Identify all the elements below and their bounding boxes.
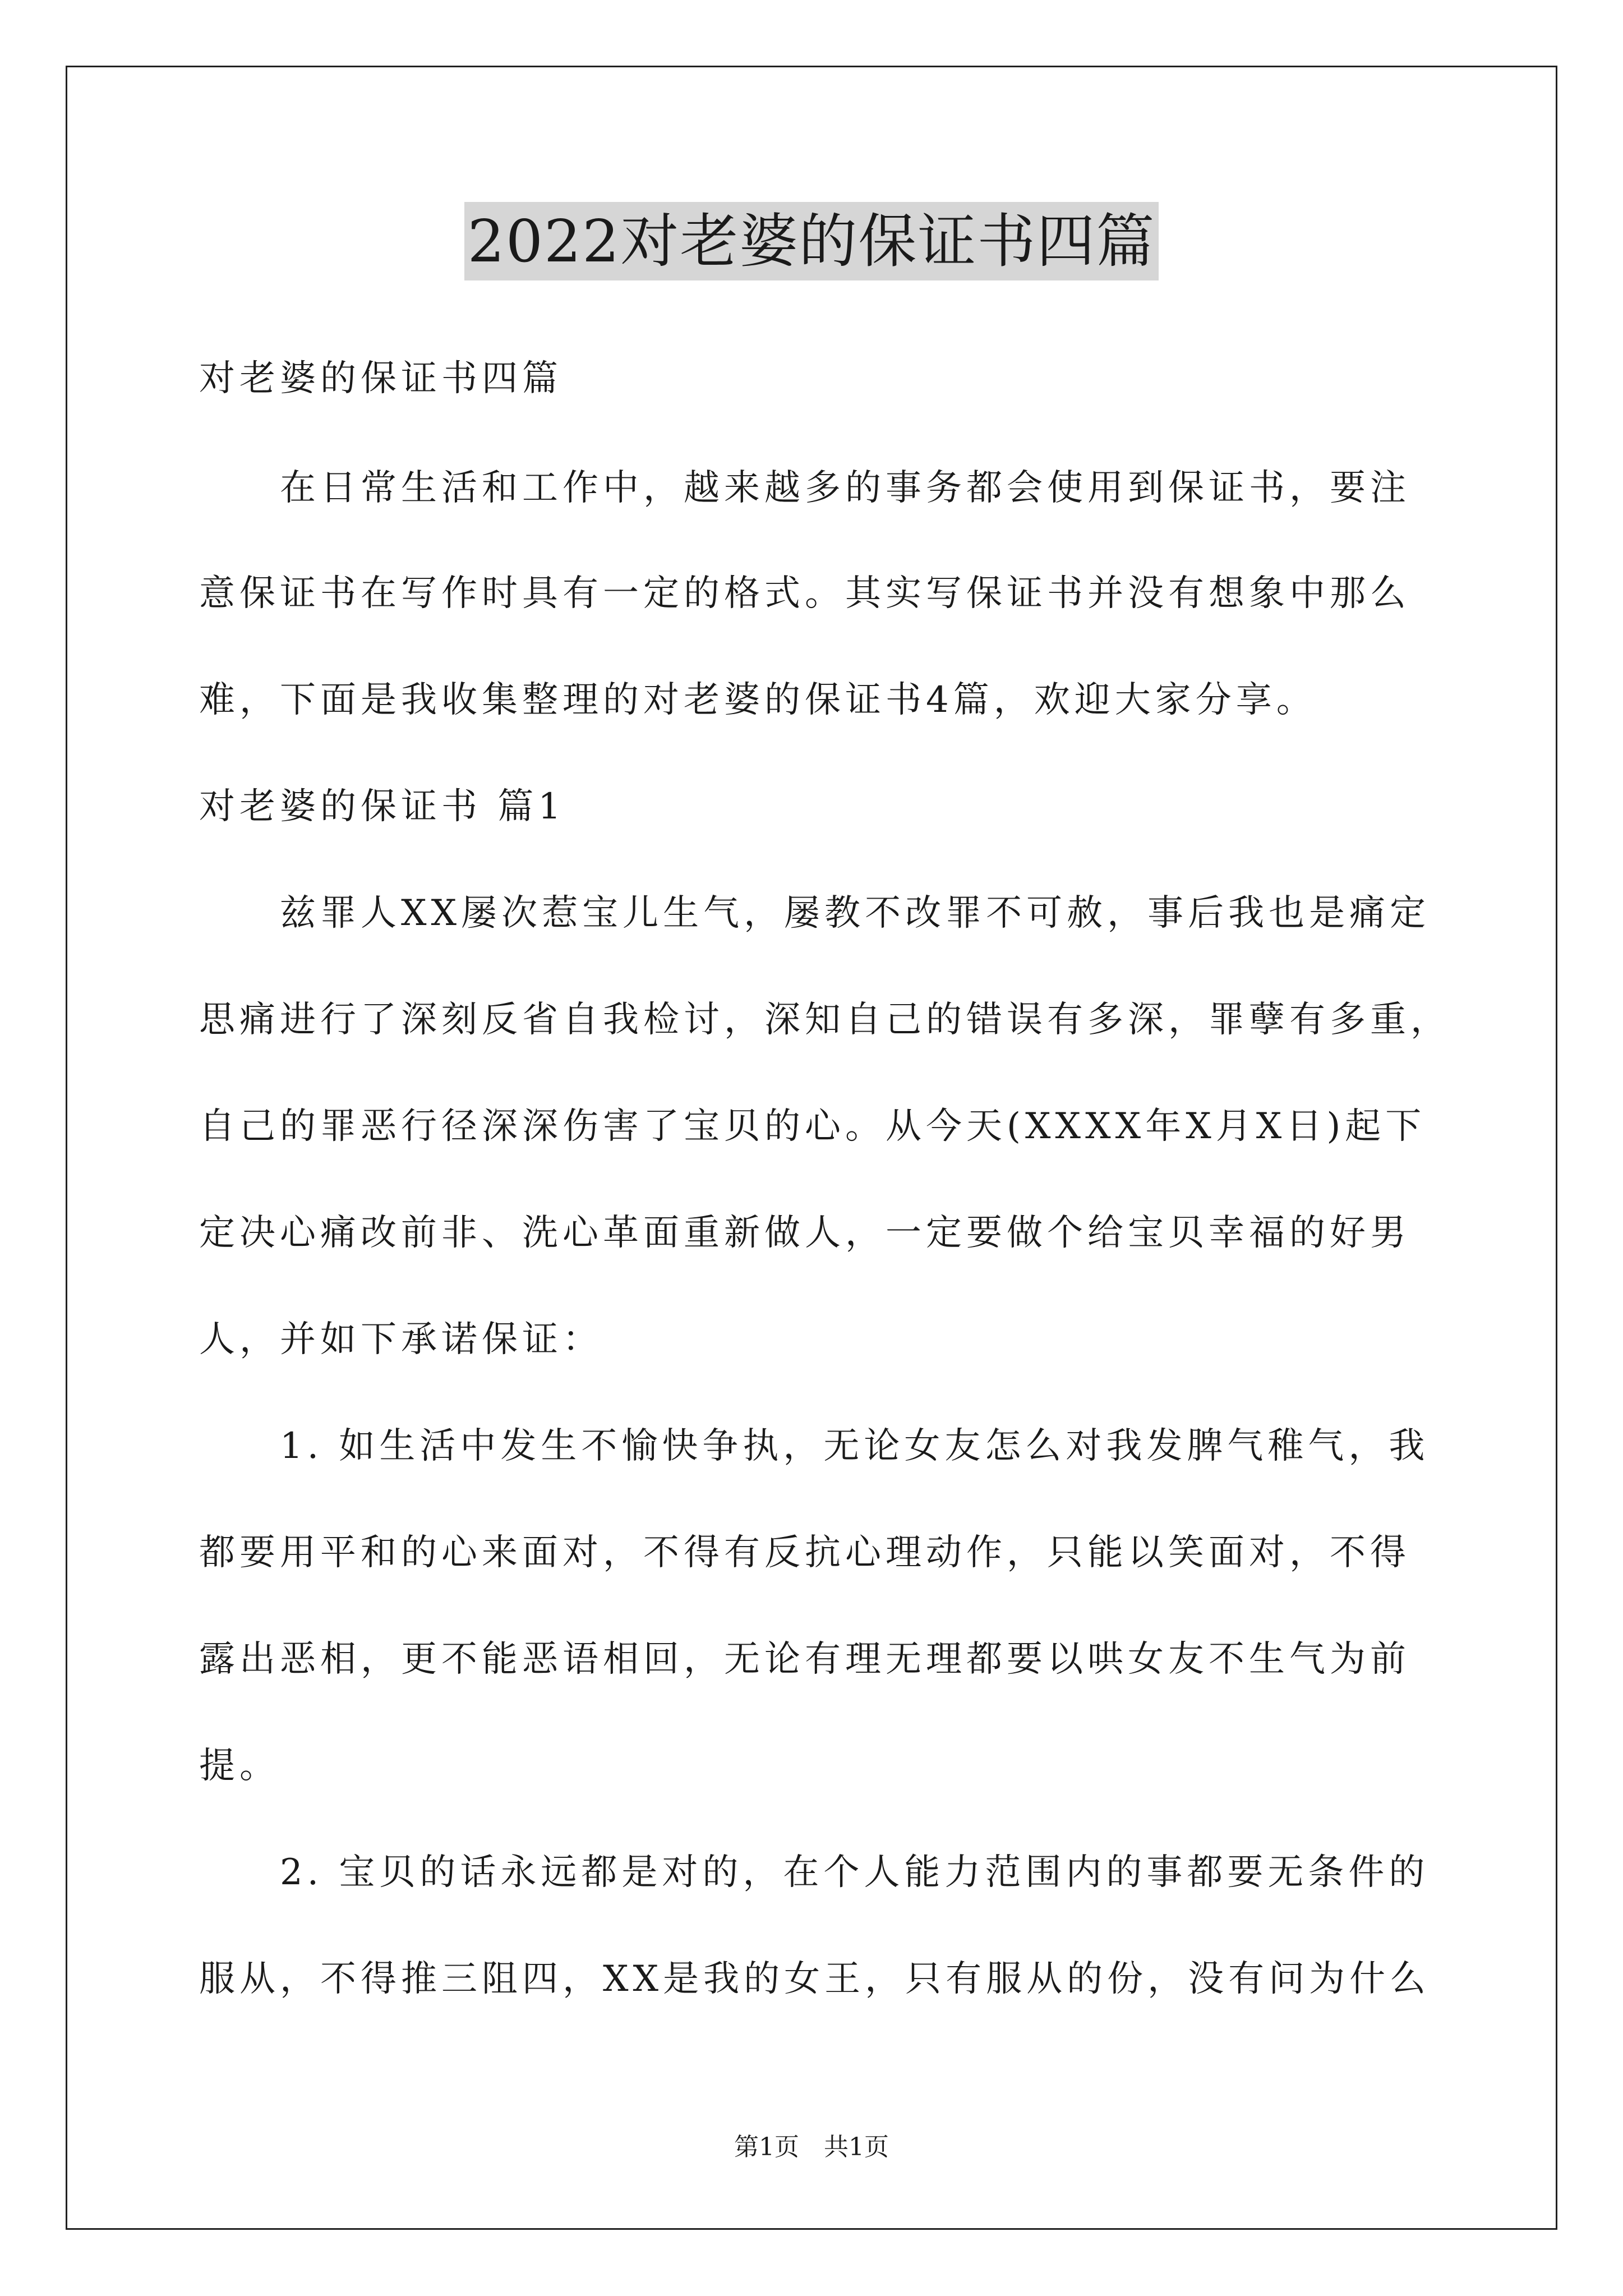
doc-subtitle: 对老婆的保证书四篇 [199,358,562,399]
paragraph-line: 在日常生活和工作中，越来越多的事务都会使用到保证书，要注 [199,467,1410,509]
paragraph-line: 意保证书在写作时具有一定的格式。其实写保证书并没有想象中那么 [199,573,1410,614]
paragraph-line: 1. 如生活中发生不愉快争执，无论女友怎么对我发脾气稚气，我 [199,1425,1430,1467]
paragraph-line: 自己的罪恶行径深深伤害了宝贝的心。从今天(XXXX年X月X日)起下 [199,1106,1426,1147]
paragraph-line: 人，并如下承诺保证： [199,1319,603,1360]
paragraph-line: 难，下面是我收集整理的对老婆的保证书4篇，欢迎大家分享。 [199,679,1317,721]
paragraph-line: 服从，不得推三阻四，XX是我的女王，只有服从的份，没有问为什么 [199,1958,1431,2000]
paragraph-line: 定决心痛改前非、洗心革面重新做人，一定要做个给宝贝幸福的好男 [199,1212,1410,1254]
paragraph-line: 都要用平和的心来面对，不得有反抗心理动作，只能以笑面对，不得 [199,1532,1410,1573]
page-footer: 第1页 共1页 [734,2133,889,2161]
paragraph-line: 思痛进行了深刻反省自我检讨，深知自己的错误有多深，罪孽有多重， [199,999,1451,1041]
title-block [0,202,1623,280]
paragraph-line: 兹罪人XX屡次惹宝儿生气，屡教不改罪不可赦，事后我也是痛定 [199,892,1431,934]
paragraph-line: 2. 宝贝的话永远都是对的，在个人能力范围内的事都要无条件的 [199,1852,1430,1893]
section-heading: 对老婆的保证书 篇1 [199,786,566,827]
paragraph-line: 露出恶相，更不能恶语相回，无论有理无理都要以哄女友不生气为前 [199,1639,1410,1680]
document-title: 2022对老婆的保证书四篇 [464,202,1159,280]
paragraph-line: 提。 [199,1745,280,1787]
